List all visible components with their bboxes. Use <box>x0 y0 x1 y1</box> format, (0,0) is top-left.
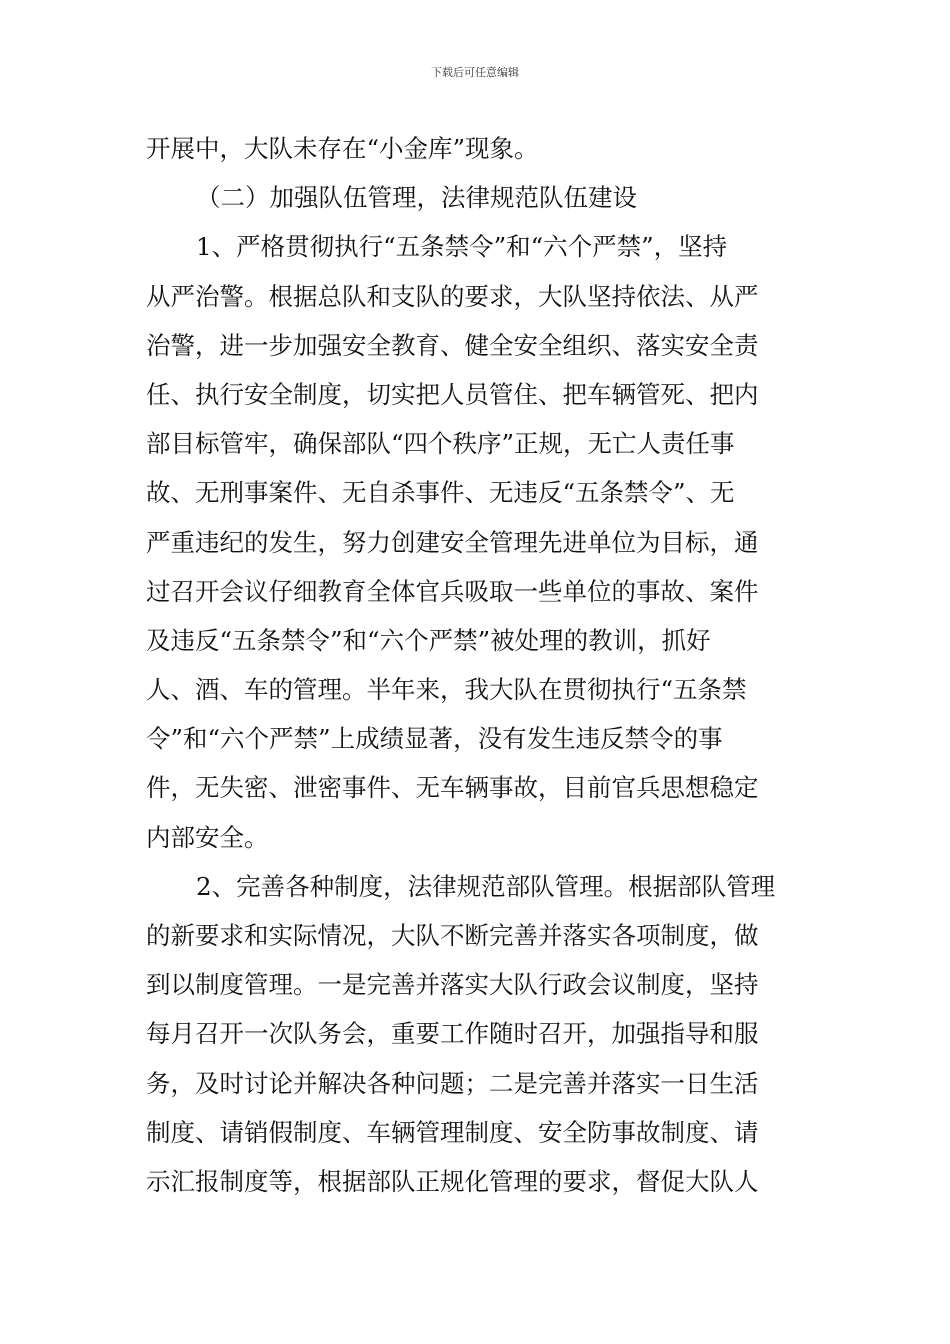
page-header: 下载后可任意编辑 <box>431 66 519 79</box>
paragraph-line: 每月召开一次队务会，重要工作随时召开，加强指导和服 <box>146 1019 759 1049</box>
paragraph-line: 及违反“五条禁令”和“六个严禁”被处理的教训，抓好 <box>146 625 711 655</box>
paragraph-line: 治警，进一步加强安全教育、健全安全组织、落实安全责 <box>146 330 759 360</box>
section-heading: （二）加强队伍管理，法律规范队伍建设 <box>196 183 637 213</box>
paragraph-line: 令”和“六个严禁”上成绩显著，没有发生违反禁令的事 <box>146 724 723 754</box>
paragraph-line: 过召开会议仔细教育全体官兵吸取一些单位的事故、案件 <box>146 576 759 606</box>
paragraph-line: 严重违纪的发生，努力创建安全管理先进单位为目标，通 <box>146 527 759 557</box>
paragraph-line: 示汇报制度等，根据部队正规化管理的要求，督促大队人 <box>146 1166 759 1196</box>
paragraph-line: 从严治警。根据总队和支队的要求，大队坚持依法、从严 <box>146 281 759 311</box>
paragraph-line: 部目标管牢，确保部队“四个秩序”正规，无亡人责任事 <box>146 429 735 459</box>
paragraph-line: 1、严格贯彻执行“五条禁令”和“六个严禁”，坚持 <box>196 232 728 262</box>
paragraph-line: 件，无失密、泄密事件、无车辆事故，目前官兵思想稳定 <box>146 773 759 803</box>
paragraph-line: 制度、请销假制度、车辆管理制度、安全防事故制度、请 <box>146 1117 759 1147</box>
document-body <box>146 124 806 1206</box>
paragraph-line: 开展中，大队未存在“小金库”现象。 <box>146 134 539 163</box>
paragraph-line: 到以制度管理。一是完善并落实大队行政会议制度，坚持 <box>146 970 759 1000</box>
paragraph-line: 人、酒、车的管理。半年来，我大队在贯彻执行“五条禁 <box>146 675 747 705</box>
paragraph-line: 故、无刑事案件、无自杀事件、无违反“五条禁令”、无 <box>146 478 735 508</box>
paragraph-line: 内部安全。 <box>146 822 269 852</box>
paragraph-line: 务，及时讨论并解决各种问题；二是完善并落实一日生活 <box>146 1068 759 1098</box>
paragraph-line: 的新要求和实际情况，大队不断完善并落实各项制度，做 <box>146 921 759 950</box>
paragraph-line: 2、完善各种制度，法律规范部队管理。根据部队管理 <box>196 871 776 901</box>
paragraph-line: 任、执行安全制度，切实把人员管住、把车辆管死、把内 <box>146 379 759 409</box>
